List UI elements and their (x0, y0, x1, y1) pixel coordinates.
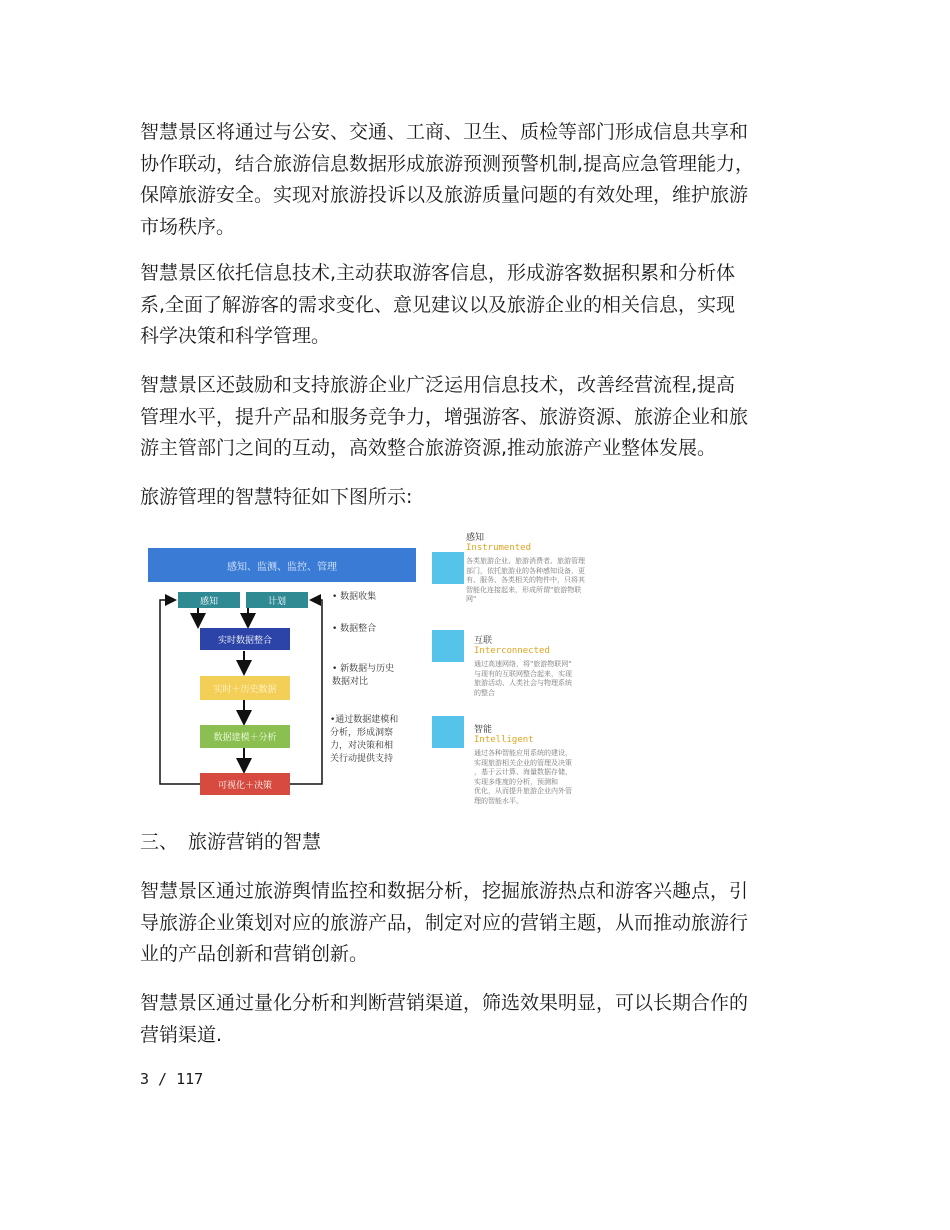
text-line: 智慧景区依托信息技术,主动获取游客信息，形成游客数据积累和分析体 (140, 262, 736, 284)
paragraph-info-sharing (140, 117, 812, 243)
desc-line: 智能化连接起来，形成所谓"旅游物联 (466, 585, 582, 594)
note-line: 力，对决策和相 (330, 741, 394, 751)
text-line: 管理水平，提升产品和服务竞争力，增强游客、旅游资源、旅游企业和旅 (140, 405, 749, 428)
desc-line: 部门，依托旅游业的各种感知设备，更 (466, 566, 585, 575)
text-line: 系,全面了解游客的需求变化、意见建议以及旅游企业的相关信息，实现 (140, 293, 736, 316)
section-number: 三、 (140, 831, 179, 853)
box-realtime-integration: 实时数据整合 (200, 628, 290, 650)
card-interconnected-square (432, 630, 464, 662)
box-plan: 计划 (246, 592, 308, 608)
note-line: •通过数据建模和 (330, 715, 399, 725)
card-intelligent-square (432, 716, 464, 748)
card-instrumented-square (432, 552, 464, 584)
note-line: 分析，形成洞察 (330, 728, 394, 738)
card-instrumented-title: 感知 (466, 533, 485, 543)
card-interconnected-title: 互联 (474, 636, 493, 646)
paragraph-visitor-data (140, 258, 812, 353)
smart-management-figure (140, 528, 620, 808)
page-number: 3 / 117 (140, 1070, 204, 1088)
desc-line: 通过高速网络，将"旅游物联网" (474, 660, 572, 668)
box-modeling-analysis: 数据建模＋分析 (200, 725, 290, 748)
paragraph-marketing-analysis (140, 876, 812, 971)
note-line: • 数据整合 (332, 624, 377, 634)
feedback-loop-left (160, 600, 200, 784)
desc-line: 各类旅游企业、旅游消费者、旅游管理 (466, 557, 585, 565)
section-title: 旅游营销的智慧 (188, 831, 322, 853)
text-line: 游主管部门之间的互动，高效整合旅游资源,推动旅游产业整体发展。 (140, 437, 717, 459)
desc-line: 实现旅游相关企业的管理及决策 (474, 758, 572, 767)
card-intelligent-title: 智能 (474, 725, 493, 735)
note-insight (330, 714, 398, 766)
text-line: 智慧景区通过旅游舆情监控和数据分析，挖掘旅游热点和游客兴趣点，引 (140, 880, 749, 902)
text-line: 智慧景区将通过与公安、交通、工商、卫生、质检等部门形成信息共享和 (140, 121, 749, 143)
text-line: 旅游管理的智慧特征如下图所示: (140, 486, 413, 508)
desc-line: 与现有的互联网整合起来，实现 (474, 669, 572, 678)
desc-line: 通过各种智能应用系统的建设， (474, 749, 572, 757)
text-line: 协作联动，结合旅游信息数据形成旅游预测预警机制,提高应急管理能力， (140, 152, 755, 175)
text-line: 业的产品创新和营销创新。 (140, 943, 369, 965)
card-interconnected-desc (474, 660, 572, 698)
text-line: 导旅游企业策划对应的旅游产品，制定对应的营销主题，从而推动旅游行 (140, 911, 749, 934)
desc-line: 网" (466, 595, 477, 603)
paragraph-marketing-channels (140, 988, 812, 1051)
card-intelligent-desc (474, 749, 572, 806)
desc-line: 的整合 (474, 688, 495, 697)
card-intelligent-en: Intelligent (474, 735, 534, 745)
note-line: 关行动提供支持 (330, 754, 394, 764)
card-instrumented-en: Instrumented (466, 543, 532, 553)
note-integrate (332, 623, 376, 636)
desc-line: 有、服务、各类相关的物件中，只将其 (466, 576, 585, 584)
note-collect (332, 591, 376, 604)
desc-line: 实现多维度的分析，预测和 (474, 777, 558, 786)
text-line: 市场秩序。 (140, 215, 236, 238)
text-line: 智慧景区还鼓励和支持旅游企业广泛运用信息技术，改善经营流程,提高 (140, 374, 736, 396)
text-line: 保障旅游安全。实现对旅游投诉以及旅游质量问题的有效处理，维护旅游 (140, 184, 749, 206)
paragraph-enterprise-it (140, 370, 812, 465)
feedback-loop-right (290, 600, 322, 784)
note-compare (332, 663, 394, 689)
text-line: 智慧景区通过量化分析和判断营销渠道，筛选效果明显，可以长期合作的 (140, 992, 749, 1014)
card-interconnected-en: Interconnected (474, 646, 550, 656)
box-sense: 感知 (178, 592, 240, 608)
box-visualize-decide: 可视化＋决策 (200, 773, 290, 795)
desc-line: 理的智能水平。 (474, 796, 523, 805)
note-line: 数据对比 (332, 677, 369, 687)
desc-line: 优化，从而提升旅游企业内外管 (474, 787, 572, 795)
text-line: 科学决策和科学管理。 (140, 325, 331, 347)
note-line: • 数据收集 (332, 592, 377, 602)
note-line: • 新数据与历史 (332, 664, 395, 674)
box-realtime-history: 实时＋历史数据 (200, 676, 290, 700)
desc-line: ，基于云计算、海量数据存储， (474, 768, 572, 776)
section-heading (140, 827, 321, 859)
paragraph-figure-intro (140, 482, 812, 514)
text-line: 营销渠道. (140, 1023, 223, 1046)
figure-top-bar: 感知、监测、监控、管理 (148, 548, 416, 582)
card-instrumented-desc (466, 557, 585, 605)
desc-line: 旅游活动、人类社会与物理系统 (474, 679, 572, 687)
